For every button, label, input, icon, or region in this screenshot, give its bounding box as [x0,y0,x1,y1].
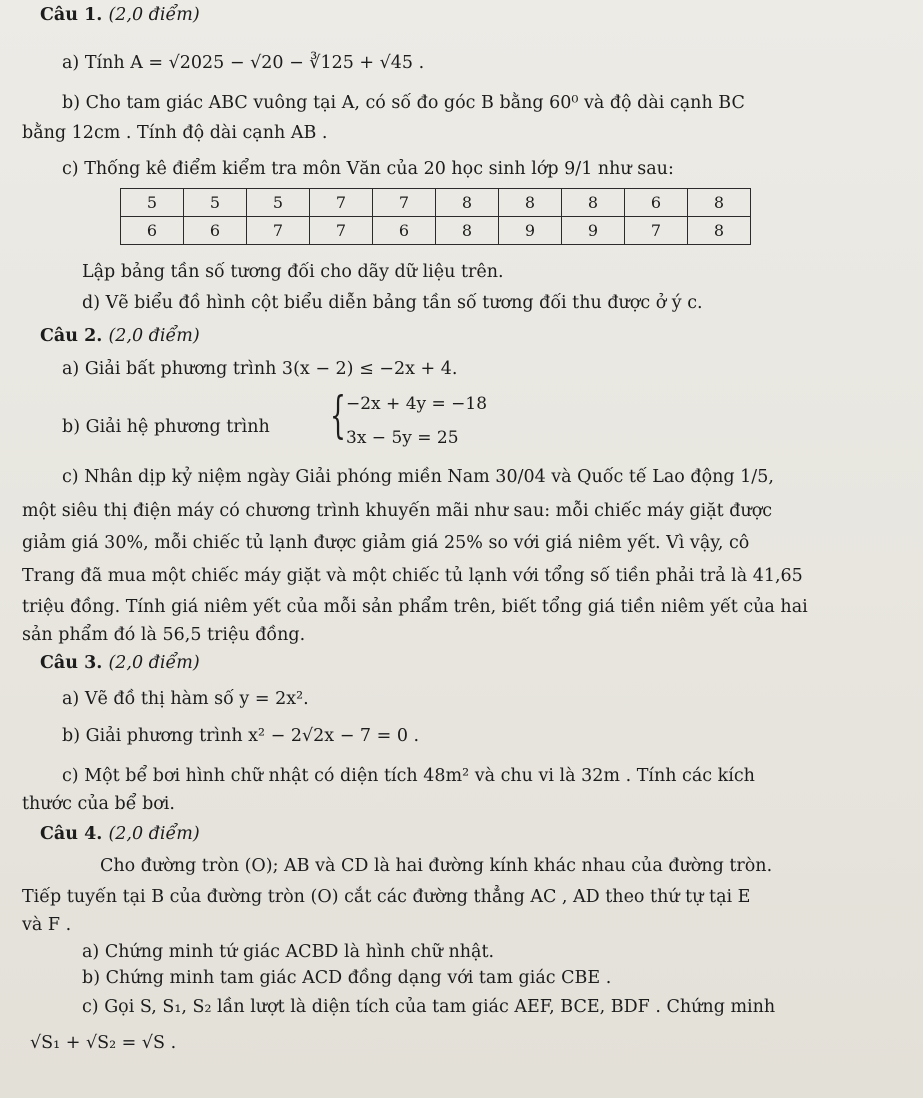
table-cell: 6 [121,217,184,245]
q2-part-c-line5: triệu đồng. Tính giá niêm yết của mỗi sản phẩm trên, biết tổng giá tiền niêm yết của hai [22,597,808,617]
table-cell: 8 [562,189,625,217]
table-row [121,189,751,217]
table-cell: 7 [625,217,688,245]
q2-title: Câu 2. [40,326,103,346]
table-cell: 7 [373,189,436,217]
table-cell: 6 [625,189,688,217]
q4-part-c-line1: c) Gọi S, S₁, S₂ lần lượt là diện tích của tam giác AEF, BCE, BDF . Chứng minh [82,997,776,1017]
q1-part-a: a) Tính A = √2025 − √20 − ∛125 + √45 . [62,53,425,73]
q2-heading [40,325,200,347]
q3-points: (2,0 điểm) [108,653,200,673]
q1-part-c-task: Lập bảng tần số tương đối cho dãy dữ liệu trên. [82,262,504,282]
q4-part-c-line2: √S₁ + √S₂ = √S . [30,1033,177,1053]
q3-part-c-line1: c) Một bể bơi hình chữ nhật có diện tích 48m² và chu vi là 32m . Tính các kích [62,766,755,786]
score-table [120,188,751,245]
q2-part-c-line1: c) Nhân dịp kỷ niệm ngày Giải phóng miền Nam 30/04 và Quốc tế Lao động 1/5, [62,467,774,487]
q1-part-c: c) Thống kê điểm kiểm tra môn Văn của 20 học sinh lớp 9/1 như sau: [62,159,674,179]
table-row [121,217,751,245]
q4-heading [40,823,200,845]
q2-points: (2,0 điểm) [108,326,200,346]
q4-points: (2,0 điểm) [108,824,200,844]
table-cell: 6 [184,217,247,245]
q1-points: (2,0 điểm) [108,5,200,25]
q3-title: Câu 3. [40,653,103,673]
q3-part-b: b) Giải phương trình x² − 2√2x − 7 = 0 . [62,726,420,746]
q3-part-a: a) Vẽ đồ thị hàm số y = 2x². [62,689,309,709]
q4-intro-line1: Cho đường tròn (O); AB và CD là hai đường kính khác nhau của đường tròn. [100,856,773,876]
q3-heading [40,652,200,674]
table-cell: 7 [310,189,373,217]
q1-part-d: d) Vẽ biểu đồ hình cột biểu diễn bảng tần số tương đối thu được ở ý c. [82,293,703,313]
q2-part-a: a) Giải bất phương trình 3(x − 2) ≤ −2x + 4. [62,359,458,379]
table-cell: 5 [184,189,247,217]
q1-heading [40,4,200,26]
q4-intro-line3: và F . [22,915,72,935]
q2-part-c-line3: giảm giá 30%, mỗi chiếc tủ lạnh được giảm giá 25% so với giá niêm yết. Vì vậy, cô [22,533,750,553]
q4-title: Câu 4. [40,824,103,844]
q4-part-a: a) Chứng minh tứ giác ACBD là hình chữ nhật. [82,942,495,962]
equation-2: 3x − 5y = 25 [346,428,459,448]
q2-part-c-line4: Trang đã mua một chiếc máy giặt và một chiếc tủ lạnh với tổng số tiền phải trả là 41,65 [22,566,803,586]
table-cell: 8 [499,189,562,217]
q4-part-b: b) Chứng minh tam giác ACD đồng dạng với tam giác CBE . [82,968,612,988]
table-cell: 7 [247,217,310,245]
table-cell: 8 [436,217,499,245]
q2-part-b-label: b) Giải hệ phương trình [62,417,270,437]
q4-intro-line2: Tiếp tuyến tại B của đường tròn (O) cắt các đường thẳng AC , AD theo thứ tự tại E [22,887,751,907]
table-cell: 6 [373,217,436,245]
q1-title: Câu 1. [40,5,103,25]
table-cell: 7 [310,217,373,245]
q2-part-c-line2: một siêu thị điện máy có chương trình khuyến mãi như sau: mỗi chiếc máy giặt được [22,501,773,521]
q2-part-c-line6: sản phẩm đó là 56,5 triệu đồng. [22,625,306,645]
table-cell: 8 [436,189,499,217]
table-cell: 5 [247,189,310,217]
table-cell: 9 [499,217,562,245]
q3-part-c-line2: thước của bể bơi. [22,794,175,814]
equation-1: −2x + 4y = −18 [346,394,488,414]
table-cell: 8 [688,189,751,217]
table-cell: 8 [688,217,751,245]
q1-part-b-line1: b) Cho tam giác ABC vuông tại A, có số đo góc B bằng 60⁰ và độ dài cạnh BC [62,93,745,113]
q1-part-b-line2: bằng 12cm . Tính độ dài cạnh AB . [22,123,328,143]
table-cell: 5 [121,189,184,217]
table-cell: 9 [562,217,625,245]
brace-icon: { [330,386,346,444]
